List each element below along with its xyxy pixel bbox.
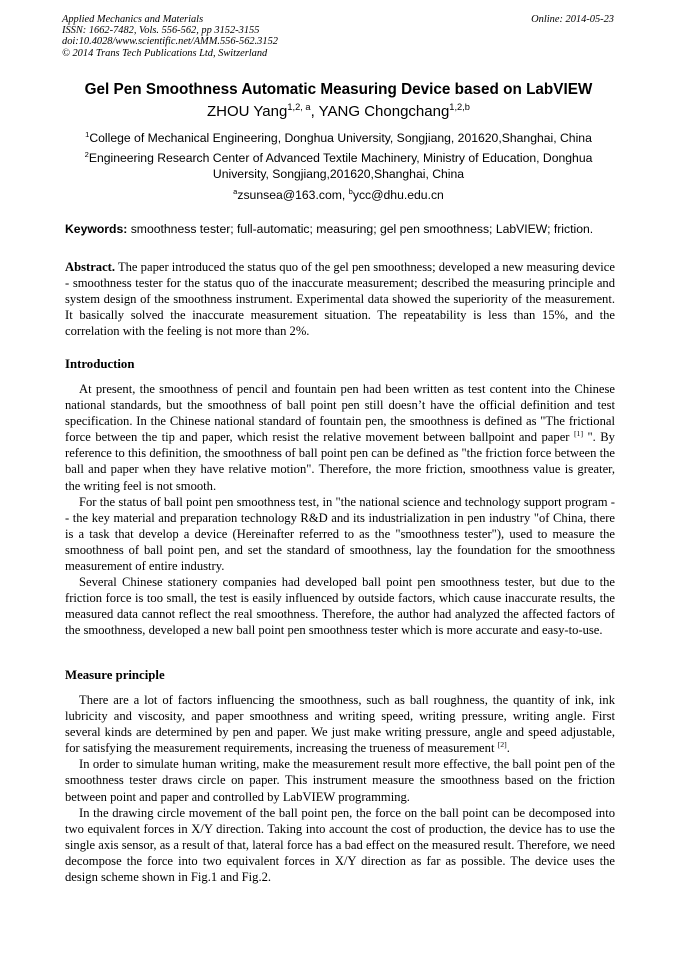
- measure-principle-section: [65, 692, 615, 885]
- intro-paragraph-3: Several Chinese stationery companies had developed ball point pen smoothness tester, but due to the friction force is too small, the test is easily influenced by outside factors, which cause inaccurate results, the measured data cannot reflect the real smoothness. Therefore, the author had analyzed the affected factors of the smoothness, developed a new ball point pen smoothness tester which is more accurate and easy-to-use.: [65, 575, 615, 638]
- introduction-section: [65, 381, 615, 639]
- affiliation-2: [62, 151, 615, 182]
- introduction-heading: Introduction: [65, 357, 135, 371]
- affiliation-2-line2: University, Songjiang,201620,Shanghai, China: [212, 166, 465, 181]
- affiliation-1: [62, 131, 615, 147]
- affiliation-1-sup: 1: [85, 129, 90, 139]
- doi-line: doi:10.4028/www.scientific.net/AMM.556-562.3152: [62, 36, 278, 48]
- email-a-sup: a: [233, 186, 238, 196]
- email-b-sup: b: [348, 186, 353, 196]
- abstract: [65, 259, 615, 339]
- measure-paragraph-1: [65, 692, 615, 756]
- author-1: ZHOU Yang: [207, 103, 288, 120]
- copyright-line: © 2014 Trans Tech Publications Ltd, Switzerland: [62, 47, 268, 59]
- online-date: Online: 2014-05-23: [531, 14, 614, 25]
- intro-p1-ref: [1]: [573, 429, 584, 439]
- abstract-label: Abstract.: [65, 260, 116, 274]
- keywords-text: smoothness tester; full-automatic; measuring; gel pen smoothness; LabVIEW; friction.: [127, 222, 594, 236]
- intro-paragraph-1: [65, 381, 615, 494]
- journal-name: Applied Mechanics and Materials: [62, 14, 204, 25]
- abstract-text: The paper introduced the status quo of the gel pen smoothness; developed a new measuring device - smoothness tester for the status quo of the inaccurate measurement; described the measuring principle and system design of the smoothness instrument. Experimental data showed the superiority of the measurement. It basically solved the inaccurate measurement situation. The repeatability is less than 15%, and the correlation with the feeling is not more than 2%.: [65, 260, 615, 339]
- issn-line: ISSN: 1662-7482, Vols. 556-562, pp 3152-3155: [62, 25, 260, 37]
- keywords: [65, 221, 615, 237]
- measure-p1-a: There are a lot of factors influencing the smoothness, such as ball roughness, the quantity of ink, ink lubricity and viscosity, and paper smoothness and writing speed, writing pressure, writing angle. First several kinds are determined by pen and paper. We just make writing pressure, angle and speed adjustable, for satisfying the measurement requirements, increasing the trueness of measurement: [65, 693, 615, 756]
- measure-p1-ref: [2]: [497, 740, 507, 750]
- affiliation-2-sup: 2: [84, 149, 89, 159]
- keywords-label: Keywords:: [65, 222, 128, 236]
- author-1-sup: 1,2, a: [287, 102, 311, 112]
- measure-paragraph-2: In order to simulate human writing, make the measurement result more effective, the ball point pen of the smoothness tester draws circle on paper. This instrument measure the smoothness based on the friction between point and paper and controlled by LabVIEW programming.: [65, 757, 615, 804]
- measure-p1-b: .: [506, 741, 510, 756]
- email-b: ycc@dhu.edu.cn: [352, 188, 444, 202]
- email-line: [62, 188, 615, 204]
- author-line: [62, 103, 615, 121]
- measure-principle-heading: Measure principle: [65, 668, 165, 682]
- email-a: zsunsea@163.com,: [237, 188, 349, 202]
- measure-paragraph-3: In the drawing circle movement of the ball point pen, the force on the ball point can be decomposed into two equivalent forces in X/Y direction. Taking into account the cost of production, the device has to use the single axis sensor, as a result of that, lateral force has a bad effect on the measured result. Therefore, we need decompose the force into two equivalent forces in X/Y direction as far as possible. The device uses the design scheme shown in Fig.1 and Fig.2.: [65, 805, 615, 885]
- intro-p1-b: ". By reference to this definition, the smoothness of ball point pen can be defined as "the friction force between the ball and paper when they have relative motion". Therefore, the more friction, smoothness value is greater, the writing feel is not smooth.: [65, 430, 615, 493]
- affiliation-1-text: College of Mechanical Engineering, Donghua University, Songjiang, 201620,Shanghai, China: [89, 131, 592, 145]
- paper-title: Gel Pen Smoothness Automatic Measuring Device based on LabVIEW: [84, 81, 593, 98]
- affiliation-2-line1: Engineering Research Center of Advanced Textile Machinery, Ministry of Education, Donghua: [88, 151, 593, 165]
- author-2: YANG Chongchang: [318, 103, 450, 120]
- author-separator: ,: [310, 103, 319, 120]
- intro-p1-a: At present, the smoothness of pencil and fountain pen had been written as test content into the Chinese national standards, but the smoothness of ball point pen still doesn’t have the official definition and test specification. In the Chinese national standard of fountain pen, the smoothness is defined as "The frictional force between the tip and paper, which resist the relative movement between ballpoint and paper: [65, 382, 615, 445]
- intro-paragraph-2: For the status of ball point pen smoothness test, in "the national science and technology support program -- the key material and preparation technology R&D and its industrialization in pen industry "of China, there is a task that develop a device (Hereinafter referred to as the "smoothness tester"), used to measure the smoothness of ball point pen, and set the standard of smoothness, lay the foundation for the smoothness measurement of entire industry.: [65, 494, 615, 574]
- journal-meta: [62, 14, 278, 59]
- author-2-sup: 1,2,b: [449, 102, 470, 112]
